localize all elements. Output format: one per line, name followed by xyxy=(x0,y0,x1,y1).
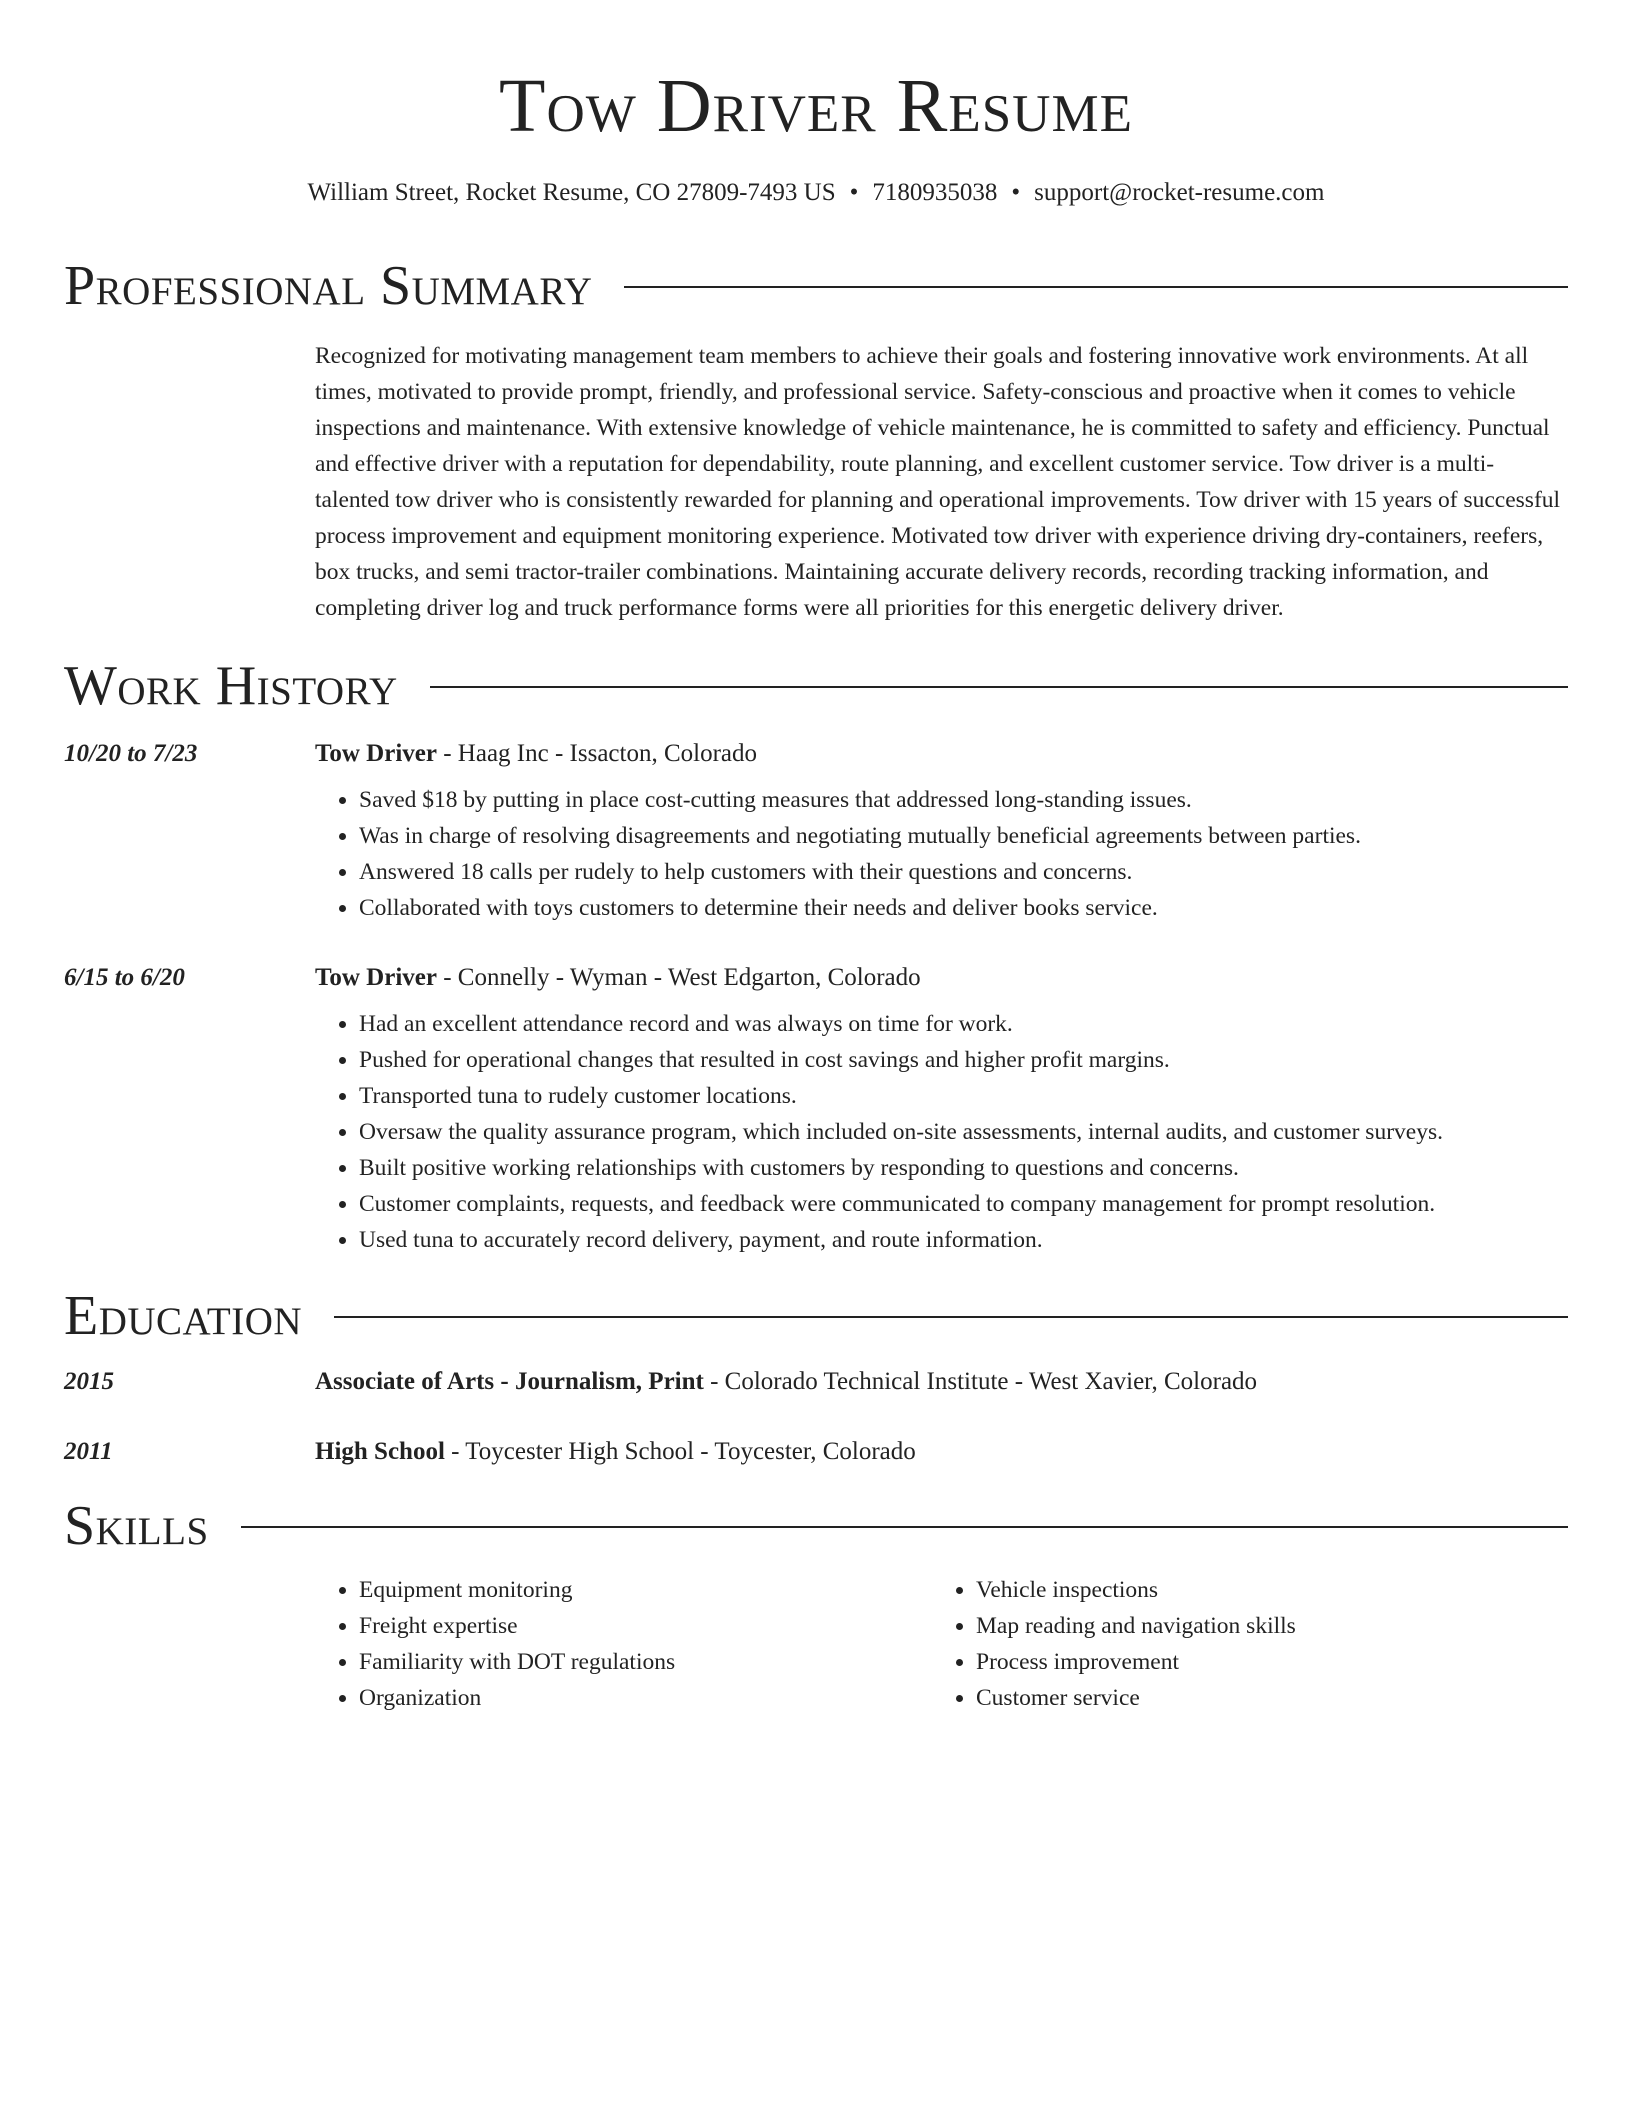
skill-item: • Process improvement xyxy=(976,1644,1549,1680)
job-bullet: • Oversaw the quality assurance program, which included on-site assessments, internal audits, and customer surveys. xyxy=(359,1114,1568,1150)
job-dates: 6/15 to 6/20 xyxy=(64,964,185,991)
education-entry xyxy=(64,1434,1568,1470)
job-header xyxy=(64,736,1568,772)
job-details: - Haag Inc - Issacton, Colorado xyxy=(436,740,758,767)
skills-section-heading xyxy=(64,1494,1568,1558)
skills-column-left xyxy=(315,1572,932,1716)
contact-separator: • xyxy=(1011,179,1021,206)
job-bullet: • Customer complaints, requests, and feedback were communicated to company management for prompt resolution. xyxy=(359,1186,1568,1222)
skill-item: • Organization xyxy=(359,1680,932,1716)
education-details: - Toycester High School - Toycester, Colorado xyxy=(444,1438,916,1465)
skill-item: • Map reading and navigation skills xyxy=(976,1608,1549,1644)
summary-text: Recognized for motivating management team members to achieve their goals and fostering innovative work environments. At all times, motivated to provide prompt, friendly, and professional service. Safety-conscious and proactive when it comes to vehicle inspections and maintenance. With extensive knowledge of vehicle maintenance, he is committed to safety and efficiency. Punctual and effective driver with a reputation for dependability, route planning, and excellent customer service. Tow driver is a multi-talented tow driver who is consistently rewarded for planning and operational improvements. Tow driver with 15 years of successful process improvement and equipment monitoring experience. Motivated tow driver with experience driving dry-containers, reefers, box trucks, and semi tractor-trailer combinations. Maintaining accurate delivery records, recording tracking information, and completing driver log and truck performance forms were all priorities for this energetic delivery driver. xyxy=(315,343,1561,621)
resume-title: Tow Driver Resume xyxy=(499,64,1133,148)
skill-item: • Equipment monitoring xyxy=(359,1572,932,1608)
contact-address: William Street, Rocket Resume, CO 27809-7493 US xyxy=(307,179,836,206)
job-title-line xyxy=(315,736,757,772)
summary-section-heading xyxy=(64,254,1568,318)
work-heading: Work History xyxy=(64,655,398,717)
job-title-line xyxy=(315,960,921,996)
skills-grid xyxy=(315,1572,1568,1716)
summary-heading: Professional Summary xyxy=(64,255,593,317)
section-divider xyxy=(624,286,1568,288)
skill-item: • Customer service xyxy=(976,1680,1549,1716)
education-line xyxy=(315,1364,1257,1400)
skill-item: • Freight expertise xyxy=(359,1608,932,1644)
job-entry xyxy=(64,960,1568,1258)
education-degree: Associate of Arts - Journalism, Print xyxy=(315,1368,704,1395)
job-details: - Connelly - Wyman - West Edgarton, Colorado xyxy=(436,964,921,991)
job-position: Tow Driver xyxy=(315,964,437,991)
job-entry xyxy=(64,736,1568,926)
job-bullet: • Answered 18 calls per rudely to help customers with their questions and concerns. xyxy=(359,854,1568,890)
job-bullet: • Pushed for operational changes that resulted in cost savings and higher profit margins. xyxy=(359,1042,1568,1078)
job-bullets xyxy=(315,782,1568,926)
section-divider xyxy=(430,686,1568,688)
job-bullet: • Collaborated with toys customers to determine their needs and deliver books service. xyxy=(359,890,1568,926)
contact-phone: 7180935038 xyxy=(872,179,998,206)
education-section-heading xyxy=(64,1284,1568,1348)
education-year: 2015 xyxy=(64,1368,114,1395)
education-entry xyxy=(64,1364,1568,1400)
contact-email: support@rocket-resume.com xyxy=(1034,179,1325,206)
work-section-heading xyxy=(64,654,1568,718)
job-bullet: • Built positive working relationships with customers by responding to questions and concerns. xyxy=(359,1150,1568,1186)
education-details: - Colorado Technical Institute - West Xavier, Colorado xyxy=(703,1368,1258,1395)
job-bullet: • Transported tuna to rudely customer locations. xyxy=(359,1078,1568,1114)
job-header xyxy=(64,960,1568,996)
skill-item: • Vehicle inspections xyxy=(976,1572,1549,1608)
section-divider xyxy=(241,1526,1568,1528)
skills-column-right xyxy=(932,1572,1549,1716)
resume-page xyxy=(64,0,1568,1716)
job-bullet: • Used tuna to accurately record delivery, payment, and route information. xyxy=(359,1222,1568,1258)
job-bullet: • Was in charge of resolving disagreements and negotiating mutually beneficial agreements between parties. xyxy=(359,818,1568,854)
contact-separator: • xyxy=(849,179,859,206)
education-degree: High School xyxy=(315,1438,445,1465)
job-bullets xyxy=(315,1006,1568,1258)
education-line xyxy=(315,1434,916,1470)
skill-item: • Familiarity with DOT regulations xyxy=(359,1644,932,1680)
job-bullet: • Had an excellent attendance record and was always on time for work. xyxy=(359,1006,1568,1042)
contact-info xyxy=(64,178,1568,208)
job-dates: 10/20 to 7/23 xyxy=(64,740,198,767)
job-position: Tow Driver xyxy=(315,740,437,767)
job-bullet: • Saved $18 by putting in place cost-cutting measures that addressed long-standing issues. xyxy=(359,782,1568,818)
skills-heading: Skills xyxy=(64,1495,209,1557)
education-year: 2011 xyxy=(64,1438,113,1465)
education-heading: Education xyxy=(64,1285,303,1347)
section-divider xyxy=(334,1316,1568,1318)
